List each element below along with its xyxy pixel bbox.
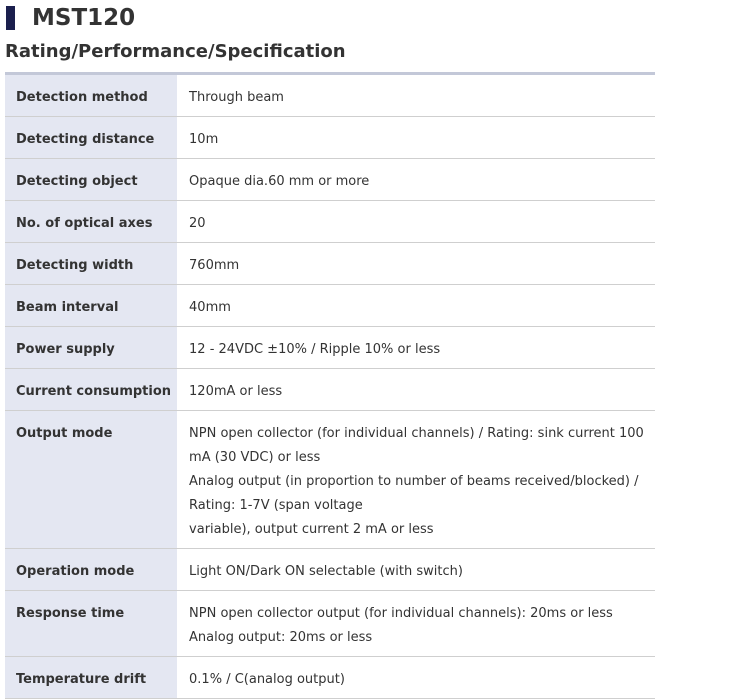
- spec-value-line: NPN open collector output (for individual channels): 20ms or less: [189, 606, 613, 621]
- section-title: Rating/Performance/Specification: [5, 41, 346, 62]
- spec-value-line: Opaque dia.60 mm or more: [189, 174, 370, 189]
- table-row: [5, 201, 655, 243]
- spec-value: [177, 243, 655, 285]
- product-title: MST120: [32, 5, 136, 31]
- spec-value: [177, 201, 655, 243]
- spec-value-line: 12 - 24VDC ±10% / Ripple 10% or less: [189, 342, 441, 357]
- spec-table-body: [5, 74, 655, 699]
- spec-value-line: Rating: 1-7V (span voltage: [189, 498, 363, 513]
- spec-value-line: Light ON/Dark ON selectable (with switch): [189, 564, 463, 579]
- spec-value: [177, 117, 655, 159]
- table-row: [5, 159, 655, 201]
- spec-table: [5, 72, 655, 699]
- table-row: [5, 549, 655, 591]
- table-row: [5, 591, 655, 657]
- spec-value: [177, 657, 655, 699]
- spec-value-line: variable), output current 2 mA or less: [189, 522, 434, 537]
- table-row: [5, 411, 655, 549]
- spec-label: Power supply: [5, 327, 177, 369]
- table-row: [5, 285, 655, 327]
- spec-label: Detection method: [5, 74, 177, 117]
- table-row: [5, 657, 655, 699]
- title-marker: [6, 6, 15, 30]
- spec-value: [177, 369, 655, 411]
- spec-value: [177, 327, 655, 369]
- table-row: [5, 243, 655, 285]
- spec-label: Temperature drift: [5, 657, 177, 699]
- table-row: [5, 117, 655, 159]
- spec-label: Detecting object: [5, 159, 177, 201]
- spec-label: Operation mode: [5, 549, 177, 591]
- spec-value-line: Analog output: 20ms or less: [189, 630, 373, 645]
- spec-value-line: 760mm: [189, 258, 240, 273]
- spec-value: [177, 411, 655, 549]
- spec-value-line: 20: [189, 216, 206, 231]
- spec-value-line: 10m: [189, 132, 219, 147]
- spec-label: Detecting width: [5, 243, 177, 285]
- spec-value: [177, 159, 655, 201]
- spec-value-line: Analog output (in proportion to number of beams received/blocked) /: [189, 474, 639, 489]
- spec-value: [177, 591, 655, 657]
- spec-label: Beam interval: [5, 285, 177, 327]
- table-row: [5, 327, 655, 369]
- spec-value-line: mA (30 VDC) or less: [189, 450, 321, 465]
- spec-value-line: NPN open collector (for individual channels) / Rating: sink current 100: [189, 426, 644, 441]
- spec-value-line: 40mm: [189, 300, 231, 315]
- spec-label: Response time: [5, 591, 177, 657]
- spec-label: No. of optical axes: [5, 201, 177, 243]
- spec-label: Detecting distance: [5, 117, 177, 159]
- spec-value-line: Through beam: [189, 90, 284, 105]
- product-header: [6, 4, 135, 32]
- spec-value-line: 0.1% / C(analog output): [189, 672, 345, 687]
- spec-value: [177, 549, 655, 591]
- spec-value: [177, 74, 655, 117]
- table-row: [5, 74, 655, 117]
- spec-value-line: 120mA or less: [189, 384, 283, 399]
- spec-label: Current consumption: [5, 369, 177, 411]
- spec-label: Output mode: [5, 411, 177, 549]
- spec-value: [177, 285, 655, 327]
- table-row: [5, 369, 655, 411]
